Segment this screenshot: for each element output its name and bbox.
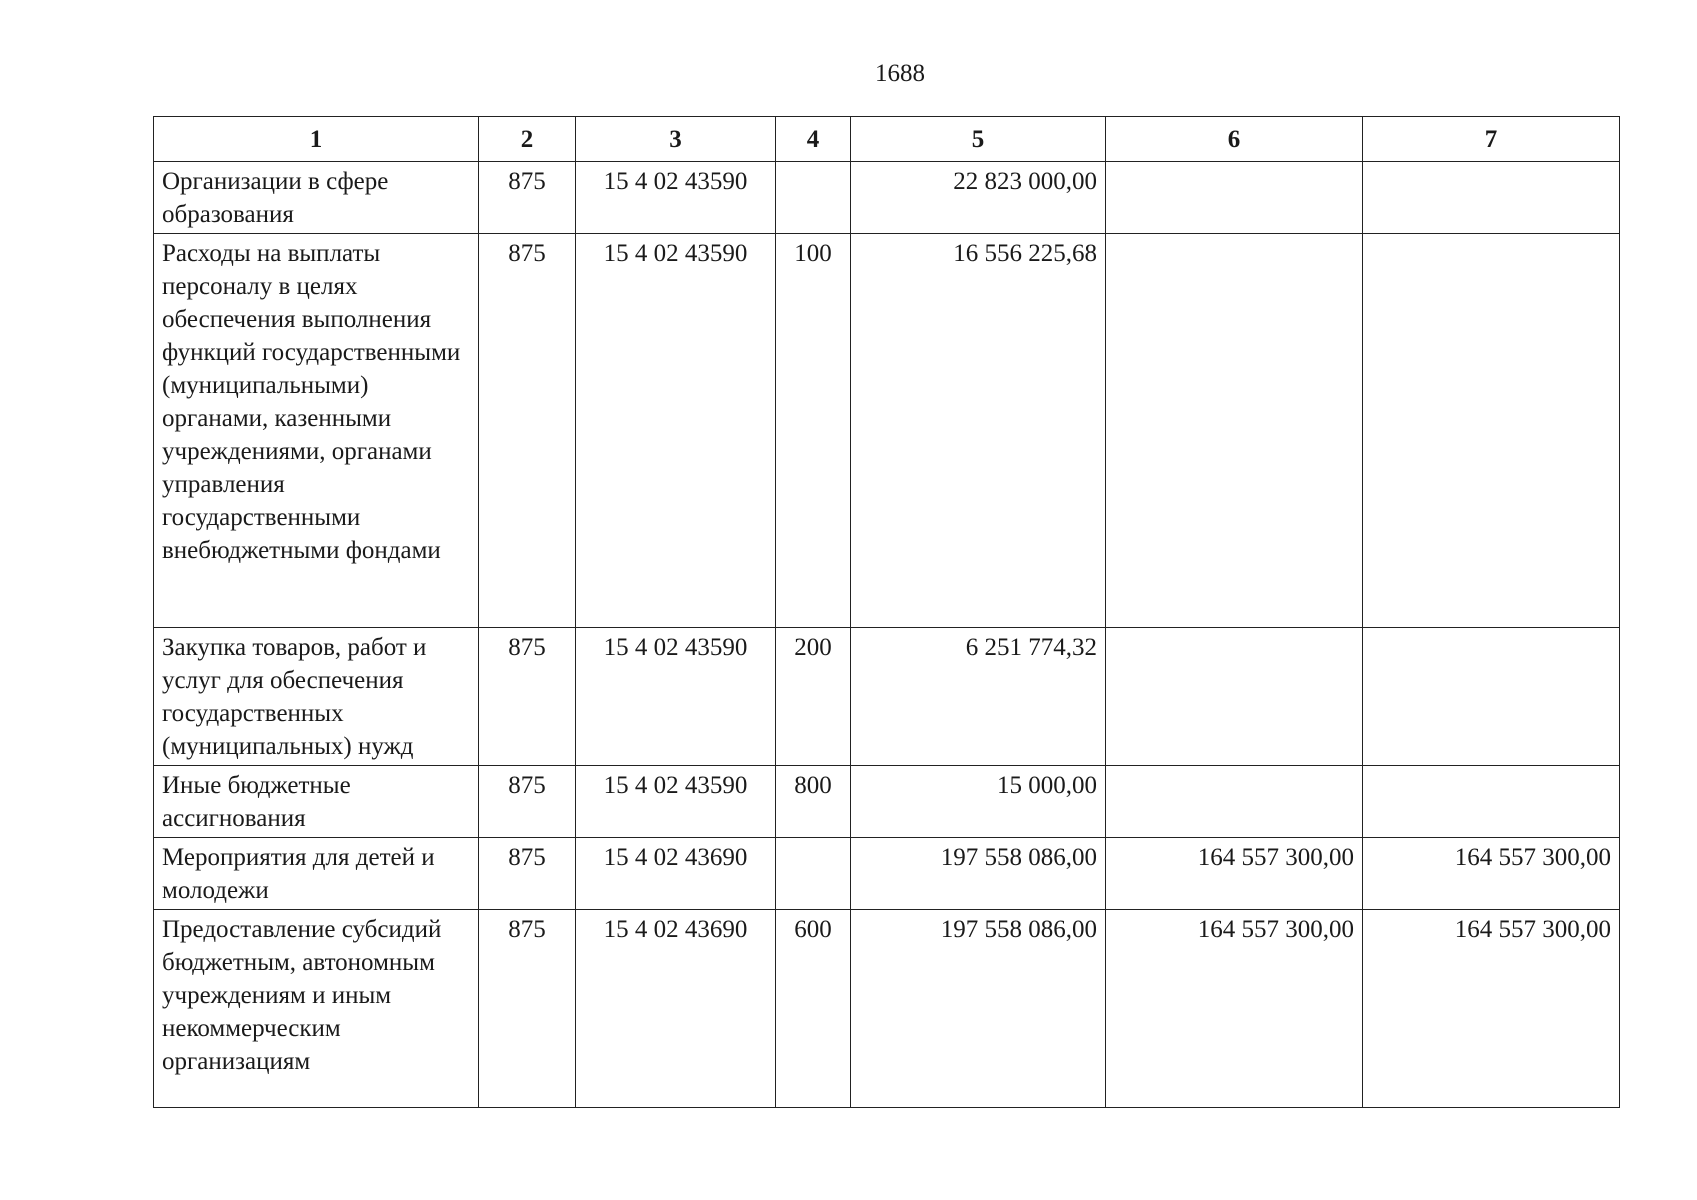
row-sum-6 (1106, 234, 1363, 628)
row-sum-7 (1363, 628, 1620, 766)
row-sum-6 (1106, 162, 1363, 234)
row-sum-5: 16 556 225,68 (851, 234, 1106, 628)
row-sum-7 (1363, 766, 1620, 838)
col-header-6: 6 (1106, 117, 1363, 162)
row-vr: 100 (776, 234, 851, 628)
row-name: Закупка товаров, работ и услуг для обеспечения государственных (муниципальных) нужд (154, 628, 479, 766)
row-csr: 15 4 02 43690 (576, 838, 776, 910)
row-sum-6: 164 557 300,00 (1106, 910, 1363, 1108)
row-sum-7 (1363, 162, 1620, 234)
col-header-7: 7 (1363, 117, 1620, 162)
row-csr: 15 4 02 43690 (576, 910, 776, 1108)
row-sum-6 (1106, 766, 1363, 838)
budget-table (153, 116, 1620, 1108)
row-ved: 875 (479, 838, 576, 910)
row-sum-5: 197 558 086,00 (851, 838, 1106, 910)
row-sum-5: 197 558 086,00 (851, 910, 1106, 1108)
row-ved: 875 (479, 910, 576, 1108)
col-header-1: 1 (154, 117, 479, 162)
row-vr: 200 (776, 628, 851, 766)
row-sum-5: 22 823 000,00 (851, 162, 1106, 234)
table-row (154, 234, 1620, 628)
header-row (154, 117, 1620, 162)
table-row (154, 162, 1620, 234)
row-sum-6: 164 557 300,00 (1106, 838, 1363, 910)
row-ved: 875 (479, 766, 576, 838)
row-name: Организации в сфере образования (154, 162, 479, 234)
table-row (154, 628, 1620, 766)
row-ved: 875 (479, 162, 576, 234)
row-sum-7: 164 557 300,00 (1363, 838, 1620, 910)
row-csr: 15 4 02 43590 (576, 628, 776, 766)
row-name: Мероприятия для детей и молодежи (154, 838, 479, 910)
row-sum-5: 15 000,00 (851, 766, 1106, 838)
row-csr: 15 4 02 43590 (576, 234, 776, 628)
col-header-4: 4 (776, 117, 851, 162)
row-name: Предоставление субсидий бюджетным, автономным учреждениям и иным некоммерческим организациям (154, 910, 479, 1108)
table-row (154, 910, 1620, 1108)
row-name: Иные бюджетные ассигнования (154, 766, 479, 838)
row-sum-7: 164 557 300,00 (1363, 910, 1620, 1108)
row-vr: 600 (776, 910, 851, 1108)
col-header-2: 2 (479, 117, 576, 162)
row-vr: 800 (776, 766, 851, 838)
row-sum-7 (1363, 234, 1620, 628)
page-number: 1688 (875, 60, 925, 87)
table-row (154, 838, 1620, 910)
col-header-3: 3 (576, 117, 776, 162)
row-csr: 15 4 02 43590 (576, 162, 776, 234)
row-ved: 875 (479, 628, 576, 766)
row-vr (776, 162, 851, 234)
row-name: Расходы на выплаты персоналу в целях обеспечения выполнения функций государственными (муниципальными) органами, казенными учреждениями, органами управления государственными внебюджетными фондами (154, 234, 479, 628)
row-sum-5: 6 251 774,32 (851, 628, 1106, 766)
row-sum-6 (1106, 628, 1363, 766)
col-header-5: 5 (851, 117, 1106, 162)
row-csr: 15 4 02 43590 (576, 766, 776, 838)
row-ved: 875 (479, 234, 576, 628)
table-row (154, 766, 1620, 838)
row-vr (776, 838, 851, 910)
